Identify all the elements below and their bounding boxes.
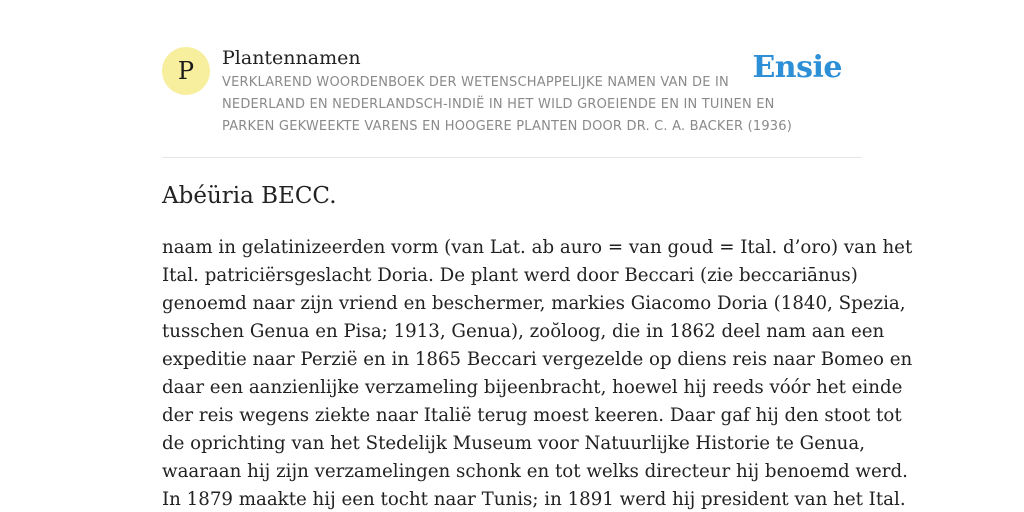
- entry-body-line: naam in gelatinizeerden vorm (van Lat. ab auro = van goud = Ital. d’oro) van het: [162, 237, 913, 258]
- entry-body-line: Ital. patriciërsgeslacht Doria. De plant werd door Beccari (zie beccariānus): [162, 265, 858, 286]
- entry-body-line: daar een aanzienlijke verzameling bijeenbracht, hoewel hij reeds vóór het einde: [162, 377, 903, 398]
- entry-body-line: In 1879 maakte hij een tocht naar Tunis; in 1891 werd hij president van het Ital.: [162, 489, 906, 510]
- book-header: [162, 44, 862, 158]
- book-description: VERKLAREND WOORDENBOEK DER WETENSCHAPPELIJKE NAMEN VAN DE IN NEDERLAND EN NEDERLANDSCH-INDIË IN HET WILD GROEIENDE EN IN TUINEN EN PARKEN GEKWEEKTE VARENS EN HOOGERE PLANTEN DOOR DR. C. A. BACKER (1936): [222, 75, 793, 134]
- entry-body-line: tusschen Genua en Pisa; 1913, Genua), zoŏloog, die in 1862 deel nam aan een: [162, 321, 885, 342]
- entry-body-line: genoemd naar zijn vriend en beschermer, markies Giacomo Doria (1840, Spezia,: [162, 293, 906, 314]
- ensie-logo-link[interactable]: Ensie: [752, 50, 842, 85]
- entry-body-line: de oprichting van het Stedelijk Museum voor Natuurlijke Historie te Genua,: [162, 433, 866, 454]
- book-avatar[interactable]: P: [162, 47, 210, 95]
- entry-title: Abéüria BECC.: [162, 183, 337, 209]
- entry-body: [162, 234, 913, 512]
- entry-body-line: waaraan hij zijn verzamelingen schonk en tot welks directeur hij benoemd werd.: [162, 461, 908, 482]
- entry-body-line: expeditie naar Perzië en in 1865 Beccari vergezelde op diens reis naar Bomeo en: [162, 349, 913, 370]
- entry-body-line: der reis wegens ziekte naar Italië terug moest keeren. Daar gaf hij den stoot tot: [162, 405, 902, 426]
- book-title[interactable]: Plantennamen: [222, 47, 361, 69]
